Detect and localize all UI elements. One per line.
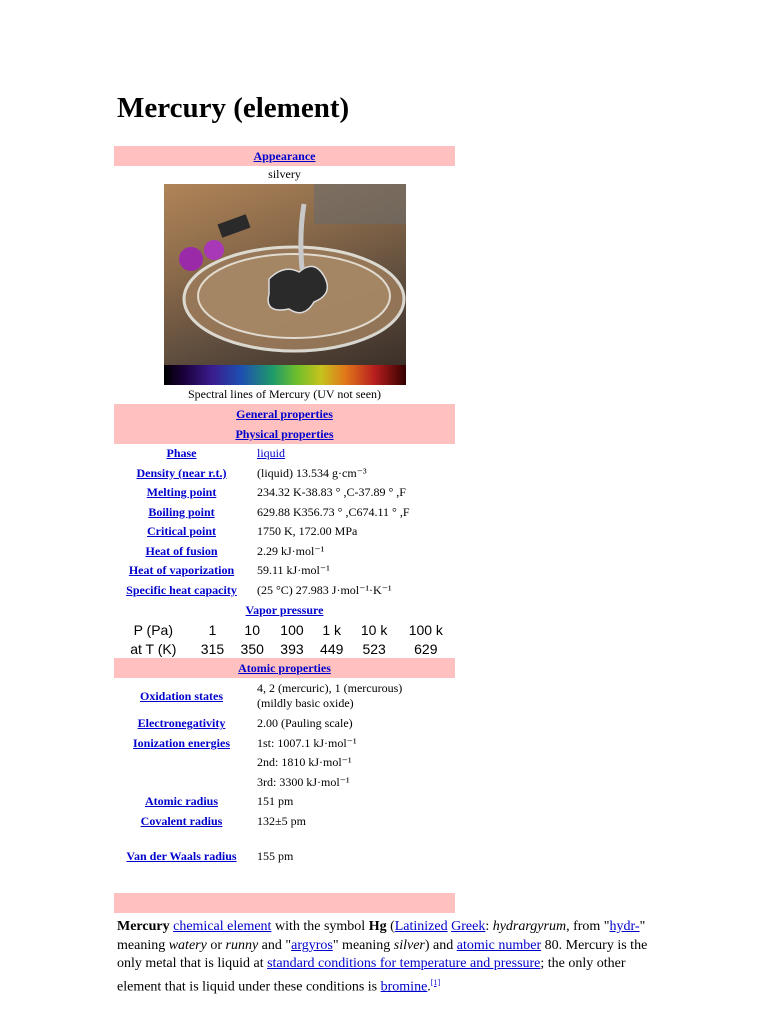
table-row [114,773,455,793]
density-label[interactable]: Density (near r.t.) [136,465,227,480]
table-row [114,812,455,832]
vapor-pressure-table [114,620,455,658]
vapor-p-cell: 10 [244,621,260,638]
appearance-header[interactable]: Appearance [114,146,455,166]
spectrum-caption: Spectral lines of Mercury (UV not seen) [187,387,382,401]
table-row [114,831,455,881]
page-title: Mercury (element) [117,92,350,124]
covalent-radius-value: 132±5 pm [257,813,306,828]
table-row [114,581,455,601]
atomic-properties-header[interactable]: Atomic properties [114,658,455,678]
vapor-p-cell: 1 [208,621,217,638]
boiling-point-value: 629.88 K356.73 ° ,C674.11 ° ,F [257,504,410,519]
boiling-point-label[interactable]: Boiling point [148,504,215,519]
citation-link[interactable]: [1] [430,977,441,987]
ionization-1st-value: 1st: 1007.1 kJ·mol⁻¹ [257,735,357,750]
vapor-p-label: P (Pa) [133,621,174,638]
vapor-p-cell: 10 k [360,621,388,638]
vdw-radius-value: 155 pm [257,848,294,863]
element-infobox [114,146,455,913]
text: or [206,937,226,953]
text: ; the only other element that is liquid under these conditions is [117,956,626,995]
atomic-radius-label[interactable]: Atomic radius [145,794,218,809]
heat-of-vaporization-label[interactable]: Heat of vaporization [128,563,235,578]
link-hydr[interactable]: hydr- [609,919,640,934]
table-row [114,620,455,639]
intro-paragraph [117,918,657,997]
melting-point-value: 234.32 K-38.83 ° ,C-37.89 ° ,F [257,485,406,500]
vapor-t-cell: 523 [362,640,386,657]
spectral-lines-image [164,365,406,385]
spacer [114,881,455,893]
vdw-radius-label[interactable]: Van der Waals radius [126,848,237,863]
ionization-3rd-value: 3rd: 3300 kJ·mol⁻¹ [257,774,350,789]
link-standard-conditions[interactable]: standard conditions for temperature and pressure [267,956,541,971]
table-row [114,734,455,754]
vapor-t-label: at T (K) [130,640,177,657]
text: 80. Mercury is the only metal that is liquid at [117,937,648,971]
oxidation-states-label[interactable]: Oxidation states [139,688,223,703]
phase-value[interactable]: liquid [257,446,286,461]
table-row [114,522,455,542]
phase-label[interactable]: Phase [166,446,197,461]
atomic-radius-value: 151 pm [257,794,294,809]
specific-heat-value: (25 °C) 27.983 J·mol⁻¹·K⁻¹ [257,582,392,597]
text: " meaning [332,937,394,953]
text: . [427,979,431,995]
electronegativity-label[interactable]: Electronegativity [137,716,226,731]
oxidation-line-1: 4, 2 (mercuric), 1 (mercurous) [257,681,403,695]
table-row [114,639,455,658]
ionization-energies-label[interactable]: Ionization energies [133,735,230,750]
electronegativity-value: 2.00 (Pauling scale) [257,716,353,731]
density-value: (liquid) 13.534 g·cm⁻³ [257,465,367,480]
table-row [114,464,455,484]
oxidation-states-value [249,678,455,714]
mercury-photo [164,184,406,365]
physical-properties-header[interactable]: Physical properties [114,424,455,444]
italic-hydrargyrum: hydrargyrum [492,919,567,934]
appearance-value: silvery [268,167,301,181]
table-row [114,444,455,464]
heat-of-fusion-value: 2.29 kJ·mol⁻¹ [257,543,325,558]
table-row [114,483,455,503]
critical-point-label[interactable]: Critical point [147,524,216,539]
italic-silver: silver [393,937,425,953]
table-row [114,542,455,562]
specific-heat-label[interactable]: Specific heat capacity [126,582,237,597]
table-row [114,678,455,714]
table-row [114,792,455,812]
text: , from " [566,919,610,934]
vapor-t-cell: 393 [280,640,304,657]
text: ( [386,919,395,934]
text: and " [258,937,292,953]
vapor-t-cell: 629 [414,640,438,657]
table-row [114,561,455,581]
link-latinized[interactable]: Latinized [394,919,448,934]
link-argyros[interactable]: argyros [291,937,333,953]
italic-watery: watery [168,937,207,953]
vapor-p-cell: 1 k [322,621,342,638]
text: " meaning [117,919,646,953]
vapor-pressure-header[interactable]: Vapor pressure [245,603,324,617]
atomic-properties-table [114,678,455,881]
empty-label [114,773,249,793]
bold-hg: Hg [368,919,387,934]
heat-of-vaporization-value: 59.11 kJ·mol⁻¹ [257,563,330,578]
link-bromine[interactable]: bromine [380,979,428,995]
bold-mercury: Mercury [117,919,170,934]
link-greek[interactable]: Greek [451,919,486,934]
oxidation-line-2: (mildly basic oxide) [257,696,354,710]
link-atomic-number[interactable]: atomic number [456,937,542,953]
melting-point-label[interactable]: Melting point [146,485,217,500]
heat-of-fusion-label[interactable]: Heat of fusion [145,543,218,558]
covalent-radius-label[interactable]: Covalent radius [140,813,223,828]
italic-runny: runny [225,937,259,953]
physical-properties-table [114,444,455,600]
link-chemical-element[interactable]: chemical element [173,919,272,934]
vapor-p-cell: 100 k [408,621,443,638]
mercury-dish-illustration [164,184,406,365]
text: : [485,919,493,934]
table-row [114,503,455,523]
footer-bar [114,893,455,913]
critical-point-value: 1750 K, 172.00 MPa [257,524,358,539]
table-row [114,714,455,734]
vapor-p-cell: 100 [280,621,304,638]
empty-label [114,753,249,773]
vapor-t-cell: 315 [200,640,225,657]
text: with the symbol [271,919,369,934]
vapor-t-cell: 449 [320,640,344,657]
vapor-t-cell: 350 [240,640,264,657]
general-properties-header[interactable]: General properties [114,404,455,424]
text: ) and [424,937,457,953]
ionization-2nd-value: 2nd: 1810 kJ·mol⁻¹ [257,755,352,770]
table-row [114,753,455,773]
